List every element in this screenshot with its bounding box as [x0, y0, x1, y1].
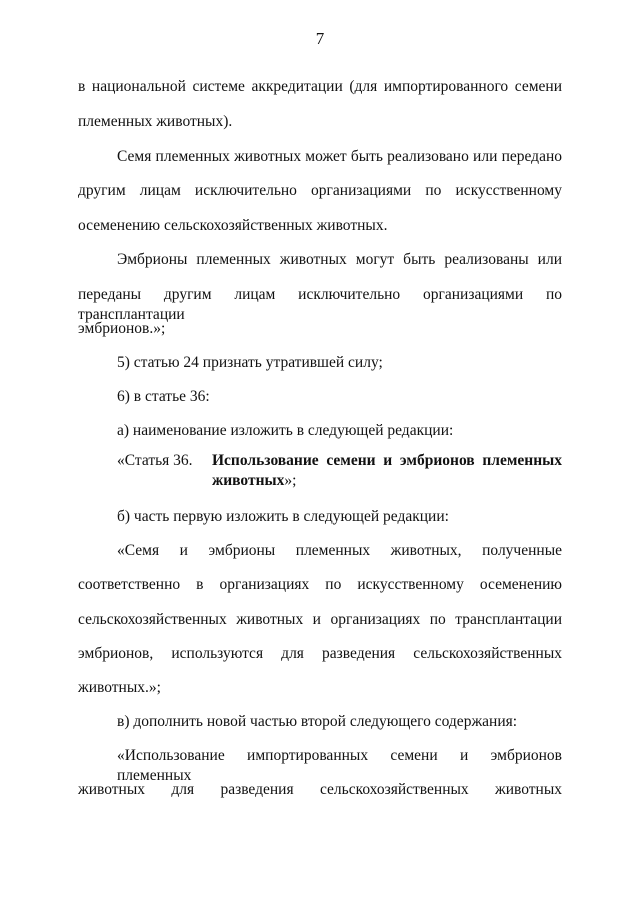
text-line-1: в национальной системе аккредитации (для импортированного семени [78, 78, 562, 95]
text-line-2: племенных животных). [78, 113, 233, 130]
text-line-8: эмбрионов.»; [78, 320, 166, 337]
text-line-9: 5) статью 24 признать утратившей силу; [117, 354, 383, 371]
text-line-4: другим лицам исключительно организациями по искусственному [78, 182, 562, 199]
text-line-21: «Использование импортированных семени и эмбрионов племенных [117, 747, 562, 784]
text-line-14: б) часть первую изложить в следующей редакции: [117, 508, 449, 525]
text-line-10: 6) в статье 36: [117, 388, 210, 405]
article-title-line-1: Использование семени и эмбрионов племенных [212, 452, 562, 469]
text-line-6: Эмбрионы племенных животных могут быть реализованы или [117, 251, 562, 268]
text-line-5: осеменению сельскохозяйственных животных. [78, 217, 388, 234]
text-line-7: переданы другим лицам исключительно организациями по трансплантации [78, 286, 562, 323]
text-line-18: эмбрионов, используются для разведения сельскохозяйственных [78, 645, 562, 662]
text-line-16: соответственно в организациях по искусственному осеменению [78, 576, 562, 593]
text-line-22: животных для разведения сельскохозяйственных животных [78, 781, 562, 798]
text-line-19: животных.»; [78, 679, 161, 696]
text-line-15: «Семя и эмбрионы племенных животных, полученные [117, 542, 562, 559]
article-title-tail: »; [284, 472, 297, 489]
text-line-17: сельскохозяйственных животных и организациях по трансплантации [78, 611, 562, 628]
text-line-11: а) наименование изложить в следующей редакции: [117, 422, 454, 439]
text-line-3: Семя племенных животных может быть реализовано или передано [117, 148, 562, 165]
text-line-20: в) дополнить новой частью второй следующего содержания: [117, 713, 518, 730]
article-label: «Статья 36. [117, 452, 193, 469]
article-title-line-2: животных [212, 472, 285, 489]
page-number: 7 [315, 29, 325, 48]
article-heading [117, 451, 562, 491]
